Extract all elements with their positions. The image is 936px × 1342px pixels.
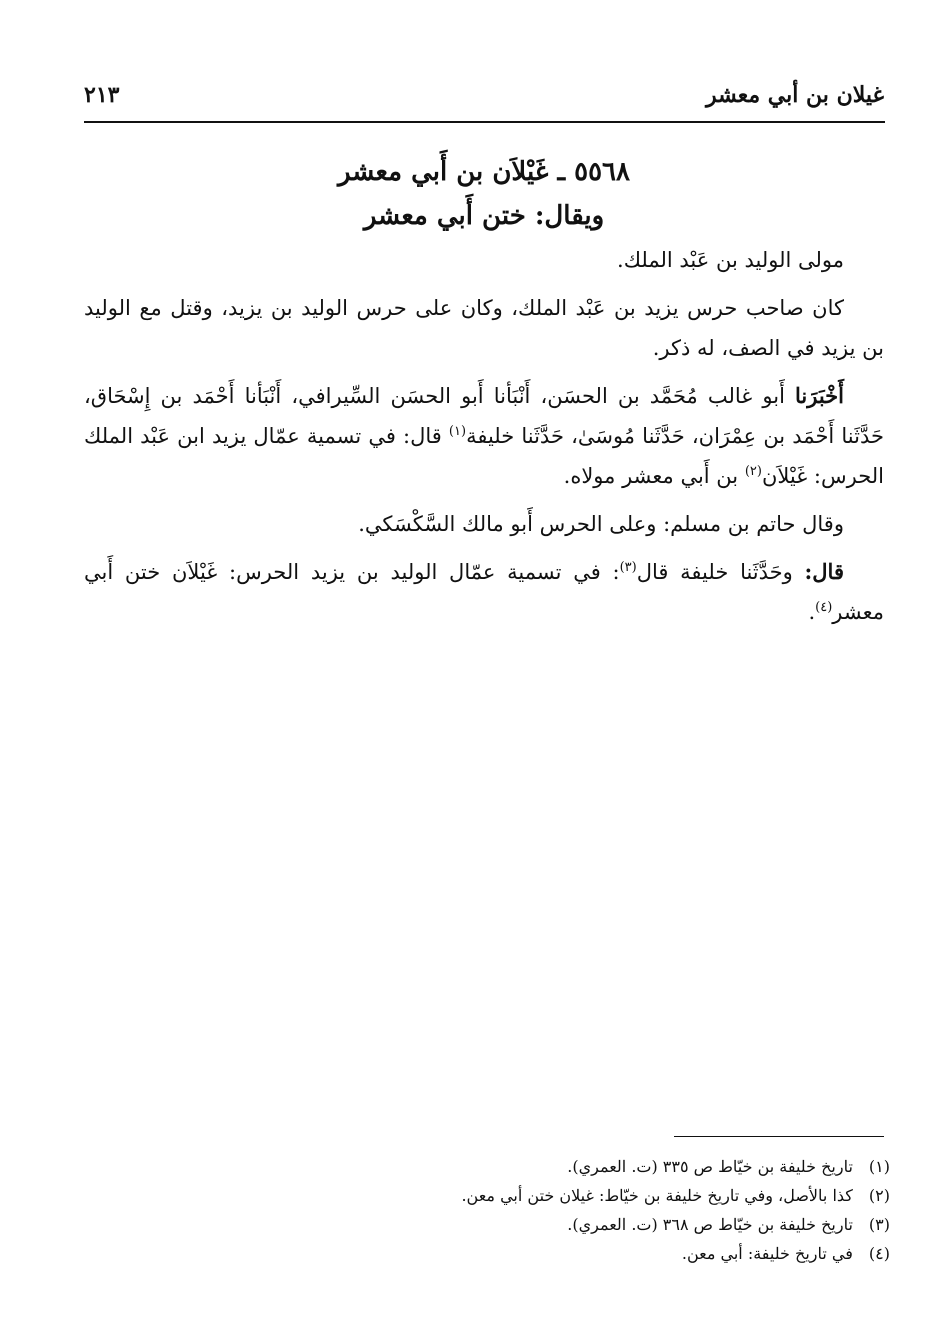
footnote-1 [84,1152,890,1181]
paragraph-3-text-a: أَبو غالب مُحَمَّد بن الحسَن، أَنْبَأنا أَبو الحسَن السِّيرافي، أَنْبَأنا أَحْمَد بن إِسْحَاق، حَدَّثَنا أَحْمَد بن عِمْرَان، حَدَّثَنا مُوسَىٰ، حَدَّثَنا خليفة [84,384,884,448]
footnote-4 [84,1239,890,1268]
paragraph-3-text-c: بن أَبي معشر مولاه. [563,464,745,488]
footnotes [84,1152,890,1268]
paragraph-5-text-b: : في تسمية عمّال الوليد بن يزيد الحرس: غَيْلاَن ختن أَبي معشر [84,560,884,624]
entry-title [84,150,884,238]
header-rule [84,121,885,123]
paragraph-3-text-b: قال: في تسمية عمّال يزيد ابن عَبْد الملك الحرس: غَيْلاَن [84,424,884,488]
paragraph-3-lead: أَخْبَرَنا [795,383,844,408]
footnote-number: (٤) [868,1244,890,1263]
footnote-text: تاريخ خليفة بن خيّاط ص ٣٦٨ (ت. العمري). [567,1215,853,1234]
footnote-text: كذا بالأصل، وفي تاريخ خليفة بن خيّاط: غيلان ختن أبي معن. [461,1186,853,1205]
paragraph-5-text-c: . [808,600,816,624]
paragraph-5 [84,552,884,632]
footnote-ref-4: (٤) [815,600,833,615]
entry-title-line-2: ويقال: ختن أَبي معشر [363,201,605,231]
entry-body [84,240,884,640]
footnote-text: في تاريخ خليفة: أبي معن. [681,1244,853,1263]
footnote-number: (١) [868,1157,890,1176]
footnote-2 [84,1181,890,1210]
paragraph-3 [84,376,884,496]
footnote-ref-3: (٣) [619,560,637,575]
paragraph-5-text-a: وحَدَّثَنا خليفة قال [636,560,805,584]
footnote-rule [674,1136,884,1137]
paragraph-1: مولى الوليد بن عَبْد الملك. [617,248,844,272]
footnote-ref-2: (٢) [744,464,762,479]
footnote-number: (٢) [868,1186,890,1205]
running-title: غيلان بن أبي معشر [705,82,884,108]
entry-title-line-1: ٥٥٦٨ ـ غَيْلاَن بن أَبي معشر [338,157,630,187]
paragraph-4: وقال حاتم بن مسلم: وعلى الحرس أَبو مالك السَّكْسَكي. [358,512,844,536]
page-header [84,80,884,120]
paragraph-5-lead: قال: [804,559,844,584]
footnote-number: (٣) [868,1215,890,1234]
footnote-ref-1: (١) [448,424,467,439]
paragraph-2: كان صاحب حرس يزيد بن عَبْد الملك، وكان على حرس الوليد بن يزيد، وقتل مع الوليد بن يزيد في الصف، له ذكر. [84,296,884,360]
footnote-3 [84,1210,890,1239]
page-number: ٢١٣ [84,82,120,108]
footnote-text: تاريخ خليفة بن خيّاط ص ٣٣٥ (ت. العمري). [567,1157,853,1176]
